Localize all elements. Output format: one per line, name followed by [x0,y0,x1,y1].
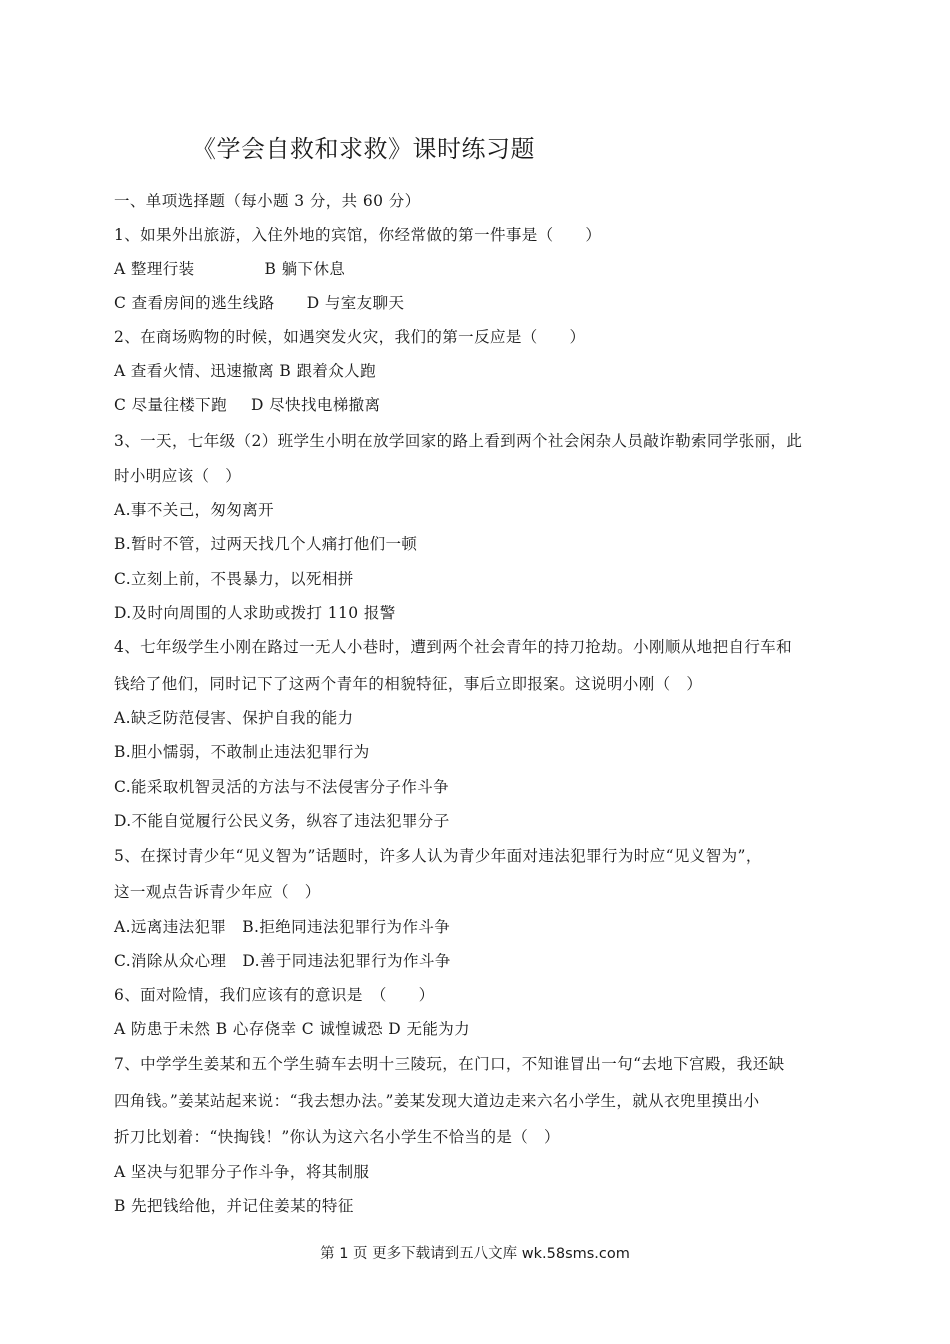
question-5-stem-line-1: 5、在探讨青少年“见义智为”话题时，许多人认为青少年面对违法犯罪行为时应“见义智为”， [114,847,762,865]
question-4-option-d: D.不能自觉履行公民义务，纵容了违法犯罪分子 [114,812,450,830]
question-7-stem-line-3: 折刀比划着：“快掏钱！”你认为这六名小学生不恰当的是（ ） [114,1128,560,1146]
question-5-options-row-2: C.消除从众心理 D.善于同违法犯罪行为作斗争 [114,952,451,970]
question-3-stem-line-1: 3、一天，七年级（2）班学生小明在放学回家的路上看到两个社会闲杂人员敲诈勒索同学张丽，此 [114,432,803,450]
option-c: C 查看房间的逃生线路 [114,294,275,312]
option-c: C 尽量往楼下跑 [114,396,227,414]
question-7-stem-line-2: 四角钱。”姜某站起来说：“我去想办法。”姜某发现大道边走来六名小学生，就从衣兜里摸出小 [114,1092,760,1110]
question-1-options-row-2 [114,292,404,314]
document-title: 《学会自救和求救》课时练习题 [192,135,535,163]
question-3-option-b: B.暂时不管，过两天找几个人痛打他们一顿 [114,535,418,553]
option-d: D 尽快找电梯撤离 [251,396,381,414]
question-2-options-row-1: A 查看火情、迅速撤离 B 跟着众人跑 [114,362,376,380]
question-3-stem-line-2: 时小明应该（ ） [114,467,242,485]
question-7-option-b: B 先把钱给他，并记住姜某的特征 [114,1197,354,1215]
question-6-options: A 防患于未然 B 心存侥幸 C 诚惶诚恐 D 无能为力 [114,1020,471,1038]
question-2-stem: 2、在商场购物的时候，如遇突发火灾，我们的第一反应是（ ） [114,328,586,346]
question-3-option-d: D.及时向周围的人求助或拨打 110 报警 [114,604,396,622]
question-4-stem-line-2: 钱给了他们，同时记下了这两个青年的相貌特征，事后立即报案。这说明小刚（ ） [114,675,703,693]
question-2-options-row-2 [114,394,380,416]
question-6-stem: 6、面对险情，我们应该有的意识是 （ ） [114,986,435,1004]
question-3-option-c: C.立刻上前，不畏暴力，以死相拼 [114,570,354,588]
question-4-option-c: C.能采取机智灵活的方法与不法侵害分子作斗争 [114,778,450,796]
option-a: A 整理行装 [114,260,195,278]
question-4-stem-line-1: 4、七年级学生小刚在路过一无人小巷时，遭到两个社会青年的持刀抢劫。小刚顺从地把自行车和 [114,638,793,656]
option-d: D 与室友聊天 [306,294,405,312]
question-7-stem-line-1: 7、中学学生姜某和五个学生骑车去明十三陵玩，在门口，不知谁冒出一句“去地下宫殿，我还缺 [114,1055,785,1073]
option-b: B 躺下休息 [264,260,346,278]
question-5-options-row-1: A.远离违法犯罪 B.拒绝同违法犯罪行为作斗争 [114,918,451,936]
question-4-option-b: B.胆小懦弱，不敢制止违法犯罪行为 [114,743,370,761]
question-5-stem-line-2: 这一观点告诉青少年应（ ） [114,883,321,901]
question-7-option-a: A 坚决与犯罪分子作斗争，将其制服 [114,1163,370,1181]
question-1-options-row-1 [114,258,345,280]
page-footer: 第 1 页 更多下载请到五八文库 wk.58sms.com [320,1246,630,1262]
question-4-option-a: A.缺乏防范侵害、保护自我的能力 [114,709,354,727]
question-3-option-a: A.事不关己，匆匆离开 [114,501,275,519]
section-heading: 一、单项选择题（每小题 3 分，共 60 分） [114,192,421,210]
question-1-stem: 1、如果外出旅游，入住外地的宾馆，你经常做的第一件事是（ ） [114,226,602,244]
